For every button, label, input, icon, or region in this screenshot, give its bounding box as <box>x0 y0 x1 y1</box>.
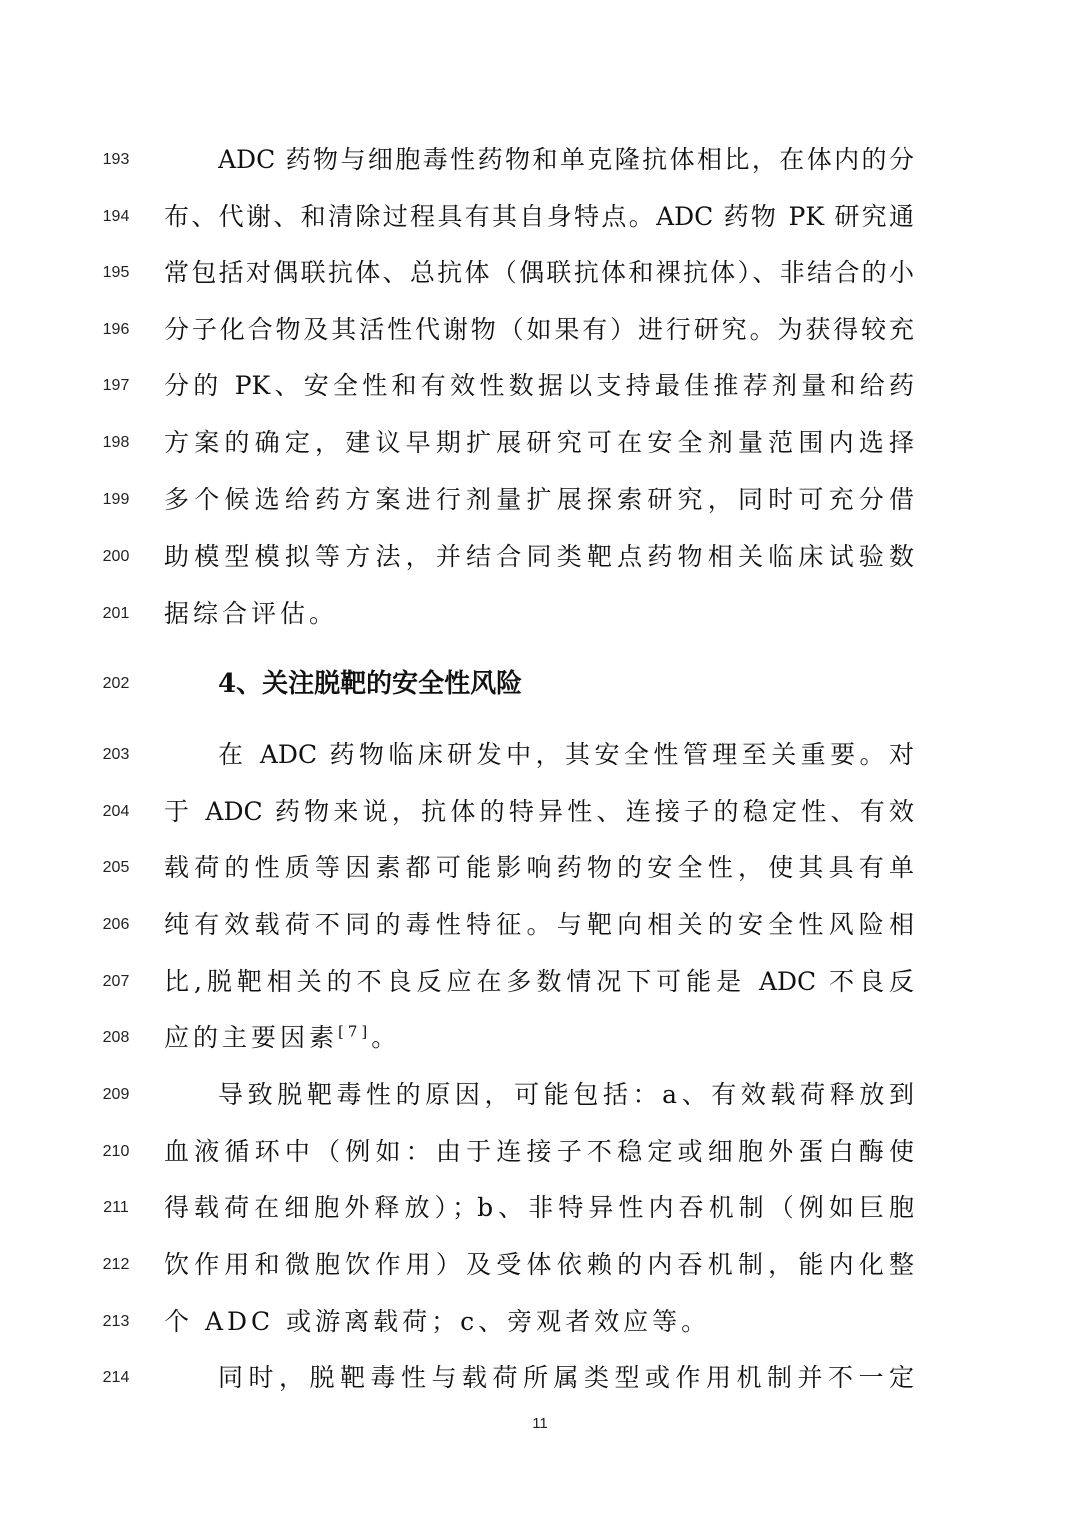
text-line <box>0 423 1080 463</box>
line-number: 211 <box>103 1199 129 1216</box>
line-text: 在 ADC 药物临床研发中，其安全性管理至关重要。对 <box>218 740 914 769</box>
text-line <box>0 537 1080 577</box>
line-text: 纯有效载荷不同的毒性特征。与靶向相关的安全性风险相 <box>164 910 914 939</box>
line-number: 213 <box>102 1313 130 1330</box>
line-number: 203 <box>102 746 130 763</box>
line-number: 201 <box>102 605 130 622</box>
line-text-tail: 。 <box>371 1023 401 1052</box>
line-number: 197 <box>102 377 130 394</box>
text-line <box>0 480 1080 520</box>
text-line <box>0 905 1080 945</box>
text-line <box>0 962 1080 1002</box>
text-line <box>0 197 1080 237</box>
text-line <box>0 792 1080 832</box>
line-text: 载荷的性质等因素都可能影响药物的安全性，使其具有单 <box>164 853 914 882</box>
text-line <box>0 1132 1080 1172</box>
line-text <box>164 1018 914 1058</box>
line-text: 比,脱靶相关的不良反应在多数情况下可能是 ADC 不良反 <box>164 967 914 996</box>
line-text: 分的 PK、安全性和有效性数据以支持最佳推荐剂量和给药 <box>164 371 914 400</box>
section-heading: 4、关注脱靶的安全性风险 <box>218 669 523 699</box>
text-line <box>0 848 1080 888</box>
line-number: 194 <box>102 208 130 225</box>
citation-superscript: [7] <box>338 1022 372 1041</box>
section-heading-line <box>0 664 1080 704</box>
line-number: 196 <box>102 321 130 338</box>
text-line <box>0 1358 1080 1398</box>
text-line <box>0 1245 1080 1285</box>
line-text-main: 应的主要因素 <box>164 1023 339 1052</box>
text-line <box>0 253 1080 293</box>
line-number: 205 <box>102 859 130 876</box>
line-number: 199 <box>102 491 130 508</box>
text-line <box>0 1188 1080 1228</box>
line-number: 207 <box>102 973 130 990</box>
text-line <box>0 1075 1080 1115</box>
line-number: 214 <box>102 1369 130 1386</box>
text-line <box>0 1018 1080 1058</box>
text-line <box>0 735 1080 775</box>
text-line <box>0 310 1080 350</box>
line-text: 布、代谢、和清除过程具有其自身特点。ADC 药物 PK 研究通 <box>164 202 914 231</box>
line-number: 209 <box>102 1086 130 1103</box>
page-number: 11 <box>532 1415 548 1432</box>
text-line <box>0 1302 1080 1342</box>
line-number: 204 <box>102 803 130 820</box>
text-line <box>0 366 1080 406</box>
line-number: 212 <box>102 1256 130 1273</box>
line-text: 助模型模拟等方法，并结合同类靶点药物相关临床试验数 <box>164 542 914 571</box>
text-line <box>0 140 1080 180</box>
line-text: 分子化合物及其活性代谢物（如果有）进行研究。为获得较充 <box>164 315 914 344</box>
line-text: ADC 药物与细胞毒性药物和单克隆抗体相比，在体内的分 <box>218 145 914 174</box>
line-text: 方案的确定，建议早期扩展研究可在安全剂量范围内选择 <box>164 428 914 457</box>
line-number: 200 <box>102 548 130 565</box>
line-text: 个 ADC 或游离载荷；c、旁观者效应等。 <box>164 1307 711 1336</box>
line-text: 血液循环中（例如：由于连接子不稳定或细胞外蛋白酶使 <box>164 1137 914 1166</box>
line-number: 210 <box>102 1143 130 1160</box>
line-text: 得载荷在细胞外释放）；b、非特异性内吞机制（例如巨胞 <box>164 1193 914 1222</box>
line-number: 206 <box>102 916 130 933</box>
line-number: 193 <box>102 151 130 168</box>
line-number: 198 <box>102 434 130 451</box>
line-text: 同时，脱靶毒性与载荷所属类型或作用机制并不一定 <box>218 1363 914 1392</box>
line-text: 多个候选给药方案进行剂量扩展探索研究，同时可充分借 <box>164 485 914 514</box>
line-number: 202 <box>102 675 130 692</box>
line-number: 195 <box>102 264 130 281</box>
line-text: 导致脱靶毒性的原因，可能包括：a、有效载荷释放到 <box>218 1080 914 1109</box>
text-line <box>0 594 1080 634</box>
line-text: 饮作用和微胞饮作用）及受体依赖的内吞机制，能内化整 <box>164 1250 914 1279</box>
line-text: 据综合评估。 <box>164 599 339 628</box>
line-text: 于 ADC 药物来说，抗体的特异性、连接子的稳定性、有效 <box>164 797 914 826</box>
line-number: 208 <box>102 1029 130 1046</box>
line-text: 常包括对偶联抗体、总抗体（偶联抗体和裸抗体）、非结合的小 <box>164 258 914 287</box>
